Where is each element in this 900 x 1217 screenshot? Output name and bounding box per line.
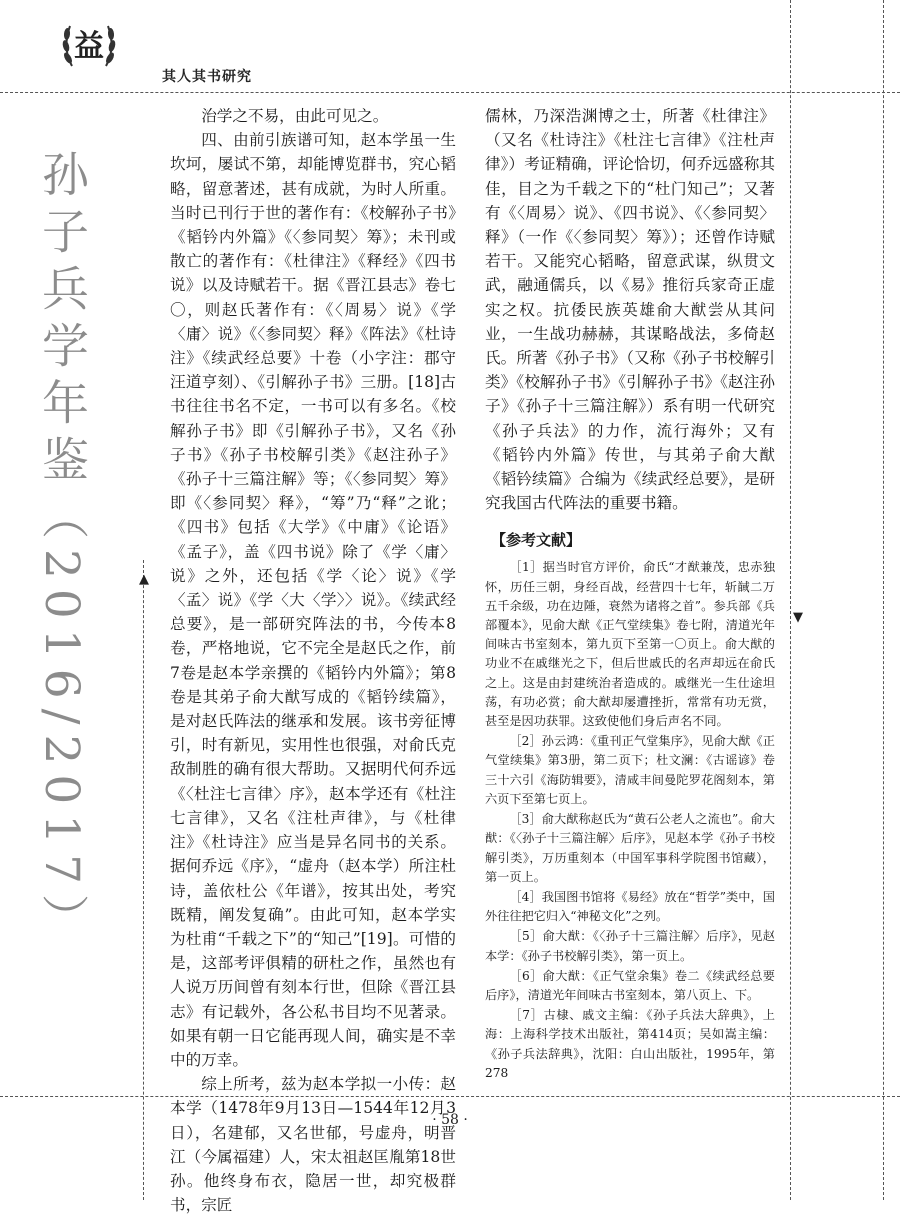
references-heading: 【参考文献】 <box>491 531 582 550</box>
reference-item: ［6］俞大猷：《正气堂余集》卷二《续武经总要后序》，清道光年间味古书室刻本，第八页上、下。 <box>485 968 775 1002</box>
reference-item: ［5］俞大猷：《〈孙子十三篇注解〉后序》，见赵本学：《孙子书校解引类》，第一页上。 <box>485 929 775 963</box>
reference-item: ［7］古棣、戚文主编：《孙子兵法大辞典》，上海：上海科学技术出版社，第414页；吴如嵩主编：《孙子兵法辞典》，沈阳：白山出版社，1995年，第278 <box>485 1008 775 1080</box>
left-dashed-border <box>143 560 144 1200</box>
logo-character: 益 <box>74 29 104 64</box>
reference-item: ［2］孙云鸿：《重刊正气堂集序》，见俞大猷《正气堂续集》第3册，第二页下；杜文澜：《古谣谚》卷三十六引《海防辑要》，清咸丰间曼陀罗花阁刻本，第六页下至第七页上。 <box>485 734 775 806</box>
down-triangle-icon: ▼ <box>793 610 803 625</box>
left-column <box>170 104 456 1217</box>
reference-item: ［3］俞大猷称赵氏为“黄石公老人之流也”。俞大猷：《〈孙子十三篇注解〉后序》，见赵本学《孙子书校解引类》，万历重刻本（中国军事科学院图书馆藏），第一页上。 <box>485 812 775 884</box>
paragraph: 儒林，乃深浩渊博之士，所著《杜律注》（又名《杜诗注》《杜注七言律》《注杜声律》）考证精确，评论恰切，何乔远盛称其佳，目之为千载之下的“杜门知己”；又著有《〈周易〉说》、《四书说》、《〈参同契〉释》（一作《〈参同契〉筹》）；还曾作诗赋若干。又能究心韬略，留意武谋，纵贯文武，融通儒兵，以《易》推衍兵家奇正虚实之权。抗倭民族英雄俞大猷尝从其问业，一生战功赫赫，其谋略战法，多倚赵氏。所著《孙子书》（又称《孙子书校解引类》《校解孙子书》《引解孙子书》《赵注孙子》《孙子十三篇注解》）系有明一代研究《孙子兵法》的力作，流行海外；又有《韬钤内外篇》传世，与其弟子俞大猷《韬钤续篇》合编为《续武经总要》，是研究我国古代阵法的重要书籍。 <box>485 107 775 513</box>
page-number: · 58 · <box>432 1112 468 1128</box>
fold-dashed-border <box>883 0 884 1200</box>
section-title: 其人其书研究 <box>162 69 252 85</box>
header-dashed-rule <box>0 92 900 93</box>
paragraph: 综上所考，兹为赵本学拟一小传：赵本学（1478年9月13日—1544年12月3日），名建郁，又名世郁，号虚舟，明晋江（今属福建）人，宋太祖赵匡胤第18世孙。他终身布衣，隐居一世，却究极群书，宗匠 <box>170 1075 456 1215</box>
reference-item: ［4］我国图书馆将《易经》放在“哲学”类中，国外往往把它归入“神秘文化”之列。 <box>485 889 775 924</box>
paragraph: 四、由前引族谱可知，赵本学虽一生坎坷，屡试不第，却能博览群书，究心韬略，留意著述，甚有成就，为时人所重。当时已刊行于世的著作有：《校解孙子书》《韬钤内外篇》《〈参同契〉筹》；未刊或散亡的著作有：《杜律注》《释经》《四书说》以及诗赋若干。据《晋江县志》卷七〇，则赵氏著作有：《〈周易〉说》《学〈庸〉说》《〈参同契〉释》《阵法》《杜诗注》《续武经总要》十卷（小字注：郡守汪道亨刻）、《引解孙子书》三册。[18]古书往往书名不定，一书可以有多名。《校解孙子书》即《引解孙子书》，又名《孙子书》《孙子书校解引类》《赵注孙子》《孙子十三篇注解》等；《〈参同契〉筹》即《〈参同契〉释》，“筹”乃“释”之讹；《四书》包括《大学》《中庸》《论语》《孟子》，盖《四书说》除了《学〈庸〉说》之外，还包括《学〈论〉说》《学〈孟〉说》《学〈大〈学〉〉说》。《续武经总要》，是一部研究阵法的书，今传本8卷，严格地说，它不完全是赵氏之作，前7卷是赵本学亲撰的《韬钤内外篇》；第8卷是其弟子俞大猷写成的《韬钤续篇》，是对赵氏阵法的继承和发展。该书旁征博引，时有新见，实用性也很强，对俞氏克敌制胜的确有很大帮助。又据明代何乔远《〈杜注七言律〉序》，赵本学还有《杜注七言律》，又名《注杜声律》，与《杜律注》《杜诗注》应当是异名同书的关系。据何乔远《序》，“虚舟（赵本学）所注杜诗，盖依杜公《年谱》，按其出处，考究既精，阐发复确”。由此可知，赵本学实为杜甫“千载之下”的“知己”[19]。可惜的是，这部考评俱精的研杜之作，虽然也有人说万历间曾有刻本行世，但除《晋江县志》有记载外，各公私书目均不见著录。如果有朝一日它能再现人间，确实是不幸中的万幸。 <box>170 131 456 1069</box>
journal-logo <box>58 14 120 76</box>
paragraph: 治学之不易，由此可见之。 <box>201 107 389 125</box>
right-column <box>485 104 775 1084</box>
right-dashed-border <box>790 0 791 1200</box>
up-triangle-icon: ▲ <box>139 572 149 587</box>
journal-title: 孙子兵学年鉴（2016/2017） <box>34 150 89 952</box>
reference-item: ［1］据当时官方评价，俞氏“才猷兼茂，忠赤独怀，历任三朝，身经百战，经营四十七年，斩馘二万五千余级，功在边陲，衰然为诸将之首”。参兵部《兵部覆本》，见俞大猷《正气堂续集》卷七附，清道光年间味古书室刻本，第九页下至第一〇页上。俞大猷的功业不在戚继光之下，但后世戚氏的名声却远在俞氏之上。这是由封建统治者造成的。戚继光一生仕途坦荡，有功必赏；俞大猷却屡遭挫折，常常有功无赏，甚至是因功获罪。这致使他们身后声名不同。 <box>485 560 775 729</box>
